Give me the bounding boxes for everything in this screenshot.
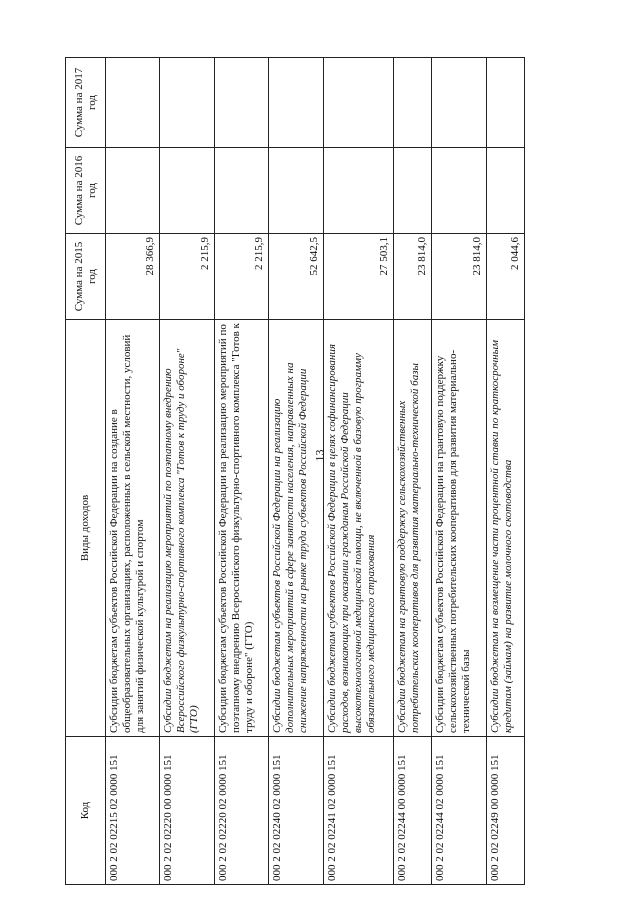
table-row	[393, 58, 431, 885]
table-row	[269, 58, 323, 885]
header-2016: Сумма на 2016 год	[66, 148, 106, 234]
row-amount-2015: 27 503,1	[323, 234, 393, 320]
row-amount-2017	[269, 58, 323, 148]
row-code: 000 2 02 02244 02 0000 151	[432, 737, 486, 885]
row-description: Субсидии бюджетам на реализацию мероприятий по поэтапному внедрению Всероссийского физкультурно-спортивного комплекса "Готов к труду и обороне" (ГТО)	[160, 320, 214, 737]
row-amount-2015: 2 215,9	[160, 234, 214, 320]
table-row	[214, 58, 268, 885]
row-description: Субсидии бюджетам на грантовую поддержку сельскохозяйственных потребительских кооперативов для развития материально-технической базы	[393, 320, 431, 737]
row-amount-2015: 23 814,0	[393, 234, 431, 320]
row-code: 000 2 02 02240 02 0000 151	[269, 737, 323, 885]
row-code: 000 2 02 02241 02 0000 151	[323, 737, 393, 885]
row-amount-2017	[214, 58, 268, 148]
row-amount-2016	[486, 148, 524, 234]
row-amount-2016	[269, 148, 323, 234]
row-amount-2015: 28 366,9	[106, 234, 160, 320]
header-type: Виды доходов	[66, 320, 106, 737]
header-2015: Сумма на 2015 год	[66, 234, 106, 320]
row-code: 000 2 02 02215 02 0000 151	[106, 737, 160, 885]
header-code: Код	[66, 737, 106, 885]
row-amount-2015: 2 044,6	[486, 234, 524, 320]
row-code: 000 2 02 02249 00 0000 151	[486, 737, 524, 885]
table-row	[486, 58, 524, 885]
revenue-table-container	[65, 58, 525, 885]
row-amount-2015: 23 814,0	[432, 234, 486, 320]
header-2017: Сумма на 2017 год	[66, 58, 106, 148]
row-description: Субсидии бюджетам субъектов Российской Федерации на грантовую поддержку сельскохозяйственных потребительских кооперативов для развития материально-технической базы	[432, 320, 486, 737]
revenue-table	[65, 57, 525, 885]
row-code: 000 2 02 02220 00 0000 151	[160, 737, 214, 885]
row-amount-2016	[393, 148, 431, 234]
table-header-row	[66, 58, 106, 885]
row-amount-2015: 52 642,5	[269, 234, 323, 320]
table-row	[323, 58, 393, 885]
page-number: 13	[312, 449, 327, 462]
table-row	[160, 58, 214, 885]
row-description: Субсидии бюджетам субъектов Российской Федерации на реализацию дополнительных мероприятий в сфере занятости населения, направленных на снижение напряженности на рынке труда субъектов Российской Федерации	[269, 320, 323, 737]
row-code: 000 2 02 02244 00 0000 151	[393, 737, 431, 885]
table-row	[106, 58, 160, 885]
row-amount-2016	[432, 148, 486, 234]
row-amount-2016	[323, 148, 393, 234]
row-amount-2017	[323, 58, 393, 148]
row-description: Субсидии бюджетам субъектов Российской Федерации на создание в общеобразовательных организациях, расположенных в сельской местности, условий для занятий физической культурой и спортом	[106, 320, 160, 737]
row-description: Субсидии бюджетам субъектов Российской Федерации на реализацию мероприятий по поэтапному внедрению Всероссийского физкультурно-спортивного комплекса "Готов к труду и обороне" (ГТО)	[214, 320, 268, 737]
row-code: 000 2 02 02220 02 0000 151	[214, 737, 268, 885]
table-row	[432, 58, 486, 885]
row-amount-2016	[160, 148, 214, 234]
row-amount-2016	[214, 148, 268, 234]
row-amount-2016	[106, 148, 160, 234]
row-amount-2017	[160, 58, 214, 148]
row-description: Субсидии бюджетам на возмещение части процентной ставки по краткосрочным кредитам (займам) на развитие молочного скотоводства	[486, 320, 524, 737]
row-amount-2017	[393, 58, 431, 148]
row-amount-2017	[106, 58, 160, 148]
row-amount-2017	[486, 58, 524, 148]
row-description: Субсидии бюджетам субъектов Российской Федерации в целях софинансирования расходов, возникающих при оказании гражданам Российской Федерации высокотехнологичной медицинской помощи, не включенной в базовую программу обязательного медицинского страхования	[323, 320, 393, 737]
row-amount-2015: 2 215,9	[214, 234, 268, 320]
row-amount-2017	[432, 58, 486, 148]
